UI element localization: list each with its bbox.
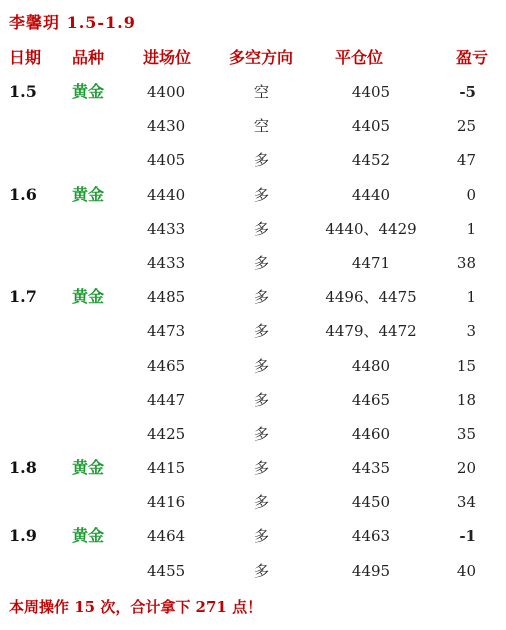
header-profit-loss: 盈亏: [456, 48, 489, 67]
cell-profit-loss: 25: [456, 117, 476, 136]
cell-entry: 4433: [147, 219, 186, 238]
cell-close: 4435: [351, 459, 391, 478]
cell-close: 4405: [351, 83, 391, 101]
cell-date: 1.9: [9, 526, 37, 546]
table-row: [0, 285, 506, 319]
cell-entry: 4405: [147, 151, 186, 170]
cell-variety: 黄金: [72, 526, 105, 546]
table-row: [0, 354, 506, 388]
table-row: [0, 319, 506, 353]
header-variety: 品种: [72, 48, 105, 67]
cell-profit-loss: 18: [456, 390, 476, 409]
cell-direction: 多: [254, 493, 270, 512]
cell-date: 1.7: [9, 287, 37, 307]
table-header: [0, 45, 506, 69]
cell-close: 4452: [351, 151, 391, 170]
cell-entry: 4447: [147, 390, 186, 409]
cell-profit-loss: 35: [456, 424, 476, 443]
cell-profit-loss: 3: [466, 322, 476, 341]
cell-direction: 多: [254, 527, 270, 546]
table-row: [0, 251, 506, 285]
summary-text: 本周操作 15 次，合计拿下 271 点！: [9, 598, 263, 616]
table-row: [0, 114, 506, 148]
table-row: [0, 422, 506, 456]
cell-date: 1.8: [9, 458, 37, 478]
cell-profit-loss: 40: [456, 561, 476, 580]
cell-direction: 多: [254, 219, 270, 238]
cell-variety: 黄金: [72, 458, 105, 478]
cell-profit-loss: 34: [456, 493, 476, 512]
page-title: 李馨玥 1.5-1.9: [9, 13, 136, 32]
cell-entry: 4430: [147, 117, 186, 136]
cell-close: 4471: [351, 253, 391, 272]
cell-variety: 黄金: [72, 82, 105, 101]
cell-profit-loss: 1: [466, 219, 476, 238]
cell-direction: 多: [254, 253, 270, 272]
cell-entry: 4455: [147, 561, 186, 580]
cell-close: 4465: [351, 390, 391, 409]
table-row: [0, 490, 506, 524]
cell-entry: 4473: [147, 322, 186, 341]
cell-close: 4480: [351, 356, 391, 375]
cell-variety: 黄金: [72, 287, 105, 307]
cell-close: 4450: [351, 493, 391, 512]
cell-profit-loss: 20: [456, 459, 476, 478]
cell-direction: 多: [254, 390, 270, 409]
cell-entry: 4433: [147, 253, 186, 272]
table-row: [0, 524, 506, 558]
cell-direction: 多: [254, 459, 270, 478]
cell-direction: 多: [254, 561, 270, 580]
table-row: [0, 148, 506, 182]
cell-close: 4463: [351, 527, 391, 546]
trade-table: [0, 80, 506, 593]
cell-entry: 4416: [147, 493, 186, 512]
cell-direction: 多: [254, 151, 270, 170]
table-row: [0, 217, 506, 251]
cell-profit-loss: 15: [456, 356, 476, 375]
cell-profit-loss: 0: [466, 185, 476, 204]
cell-entry: 4415: [147, 459, 186, 478]
cell-profit-loss: 38: [456, 253, 476, 272]
cell-close: 4440、4429: [325, 219, 417, 238]
cell-entry: 4400: [147, 83, 186, 101]
table-row: [0, 559, 506, 593]
cell-entry: 4485: [147, 288, 186, 307]
cell-close: 4495: [351, 561, 391, 580]
header-direction: 多空方向: [229, 48, 294, 67]
cell-direction: 多: [254, 185, 270, 204]
cell-profit-loss: -1: [459, 527, 476, 546]
table-row: [0, 80, 506, 114]
cell-date: 1.6: [9, 184, 37, 204]
cell-direction: 空: [254, 117, 270, 136]
cell-direction: 空: [254, 83, 270, 101]
cell-entry: 4465: [147, 356, 186, 375]
cell-direction: 多: [254, 356, 270, 375]
cell-direction: 多: [254, 424, 270, 443]
cell-close: 4460: [351, 424, 391, 443]
cell-direction: 多: [254, 322, 270, 341]
header-entry: 进场位: [143, 48, 192, 67]
cell-profit-loss: 1: [466, 288, 476, 307]
cell-close: 4405: [351, 117, 391, 136]
cell-variety: 黄金: [72, 184, 105, 204]
cell-close: 4440: [351, 185, 391, 204]
cell-close: 4496、4475: [325, 288, 417, 307]
table-row: [0, 456, 506, 490]
cell-entry: 4425: [147, 424, 186, 443]
header-date: 日期: [9, 48, 42, 67]
cell-profit-loss: -5: [459, 83, 476, 101]
cell-date: 1.5: [9, 82, 37, 101]
header-close: 平仓位: [335, 48, 384, 67]
table-row: [0, 183, 506, 217]
cell-entry: 4464: [147, 527, 186, 546]
cell-direction: 多: [254, 288, 270, 307]
cell-close: 4479、4472: [325, 322, 417, 341]
cell-entry: 4440: [147, 185, 186, 204]
cell-profit-loss: 47: [456, 151, 476, 170]
table-row: [0, 388, 506, 422]
